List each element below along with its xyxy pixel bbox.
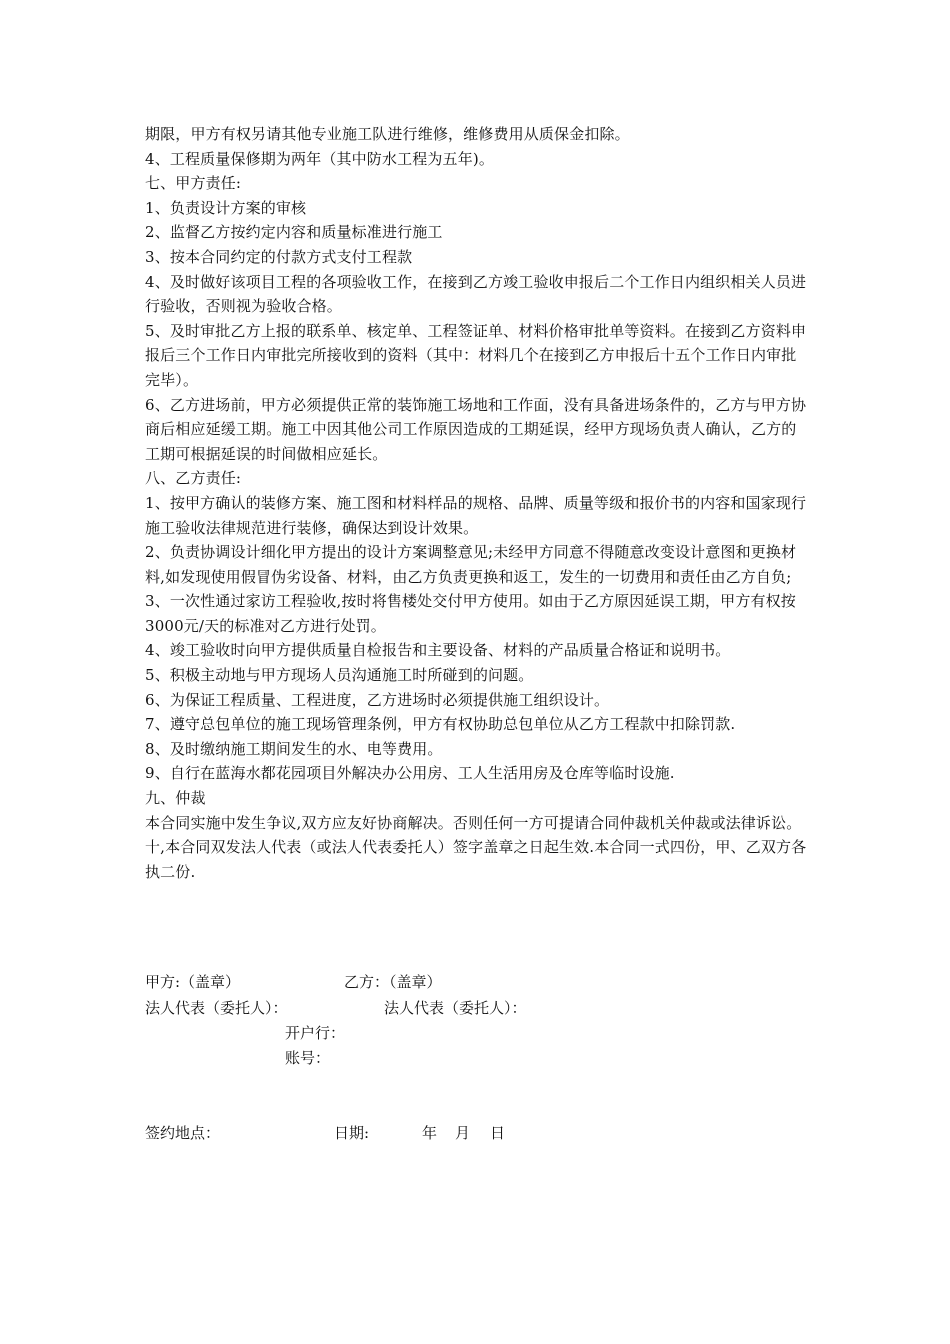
clause-paragraph: 7、遵守总包单位的施工现场管理条例，甲方有权协助总包单位从乙方工程款中扣除罚款.: [145, 715, 736, 734]
party-a-representative-label: 法人代表（委托人）：: [145, 999, 288, 1017]
clause-paragraph: 期限，甲方有权另请其他专业施工队进行维修，维修费用从质保金扣除。: [145, 125, 630, 143]
year-label: 年: [422, 1124, 438, 1142]
clause-paragraph: 2、监督乙方按约定内容和质量标准进行施工: [145, 223, 443, 242]
clause-paragraph: 5、积极主动地与甲方现场人员沟通施工时所碰到的问题。: [145, 666, 534, 685]
section-heading: 七、甲方责任:: [145, 174, 242, 193]
clause-paragraph: 6、乙方进场前，甲方必须提供正常的装饰施工场地和工作面，没有具备进场条件的，乙方与甲方协商后相应延缓工期。施工中因其他公司工作原因造成的工期延误，经甲方现场负责人确认，乙方的工期可根据延误的时间做相应延长。: [145, 395, 807, 463]
day-label: 日: [490, 1124, 506, 1142]
party-b-seal-label: 乙方：（盖章）: [344, 973, 442, 991]
clause-paragraph: 6、为保证工程质量、工程进度，乙方进场时必须提供施工组织设计。: [145, 690, 610, 709]
clause-paragraph: 1、按甲方确认的装修方案、施工图和材料样品的规格、品牌、质量等级和报价书的内容和国家现行施工验收法律规范进行装修，确保达到设计效果。: [145, 493, 807, 537]
clause-paragraph: 4、及时做好该项目工程的各项验收工作，在接到乙方竣工验收申报后二个工作日内组织相关人员进行验收，否则视为验收合格。: [145, 272, 807, 316]
signing-place-label: 签约地点：: [145, 1124, 221, 1142]
account-label: 账号：: [285, 1049, 331, 1067]
clause-paragraph: 本合同实施中发生争议,双方应友好协商解决。否则任何一方可提请合同仲裁机关仲裁或法律诉讼。: [145, 813, 802, 832]
clause-paragraph: 4、工程质量保修期为两年（其中防水工程为五年)。: [145, 149, 494, 168]
party-a-seal-label: 甲方:（盖章）: [145, 973, 241, 991]
clause-paragraph: 9、自行在蓝海水都花园项目外解决办公用房、工人生活用房及仓库等临时设施.: [145, 764, 675, 783]
clause-paragraph: 1、负责设计方案的审核: [145, 198, 307, 217]
section-heading: 九、仲裁: [145, 789, 206, 808]
party-b-representative-label: 法人代表（委托人）：: [384, 999, 527, 1017]
clause-paragraph: 3、一次性通过家访工程验收,按时将售楼处交付甲方使用。如由于乙方原因延误工期，甲方有权按3000元/天的标准对乙方进行处罚。: [145, 592, 796, 635]
clause-paragraph: 5、及时审批乙方上报的联系单、核定单、工程签证单、材料价格审批单等资料。在接到乙方资料申报后三个工作日内审批完所接收到的资料（其中：材料几个在接到乙方申报后十五个工作日内审批完毕）。: [145, 321, 807, 389]
bank-label: 开户行：: [285, 1024, 346, 1042]
date-label: 日期:: [334, 1124, 370, 1142]
section-heading: 八、乙方责任:: [145, 469, 242, 488]
clause-paragraph: 3、按本合同约定的付款方式支付工程款: [145, 247, 413, 266]
clause-paragraph: 2、负责协调设计细化甲方提出的设计方案调整意见;未经甲方同意不得随意改变设计意图和更换材料,如发现使用假冒伪劣设备、材料，由乙方负责更换和返工，发生的一切费用和责任由乙方自负;: [145, 543, 797, 586]
contract-body: [145, 122, 810, 884]
clause-paragraph: 8、及时缴纳施工期间发生的水、电等费用。: [145, 739, 443, 758]
clause-paragraph: 4、竣工验收时向甲方提供质量自检报告和主要设备、材料的产品质量合格证和说明书。: [145, 641, 731, 660]
month-label: 月: [455, 1124, 471, 1142]
clause-paragraph: 十,本合同双发法人代表（或法人代表委托人）签字盖章之日起生效.本合同一式四份，甲、乙双方各执二份.: [145, 838, 807, 881]
